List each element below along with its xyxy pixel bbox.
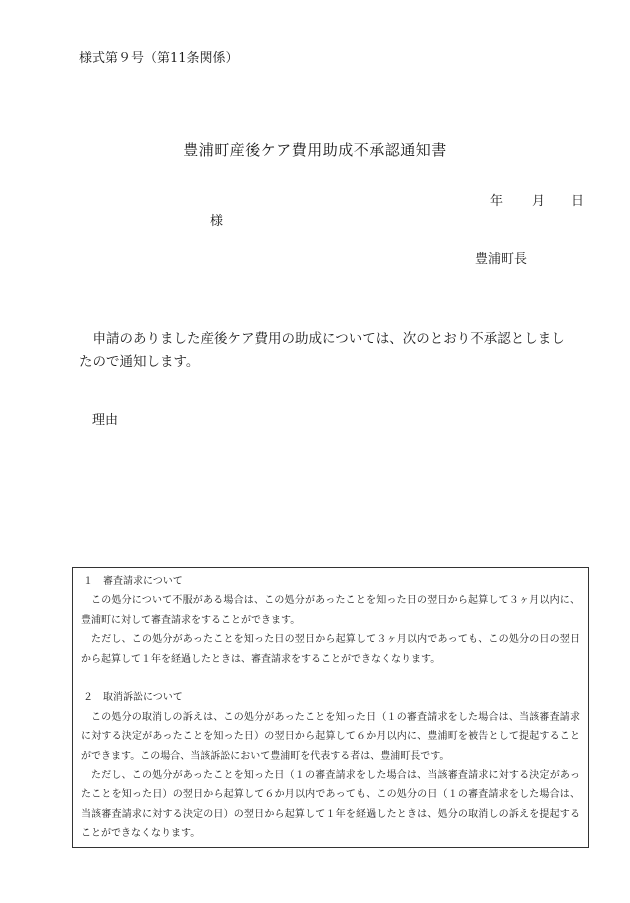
section-spacer bbox=[81, 669, 580, 688]
issuer-name: 豊浦町長 bbox=[475, 252, 528, 267]
date-year-label: 年 bbox=[490, 194, 504, 209]
document-title: 豊浦町産後ケア費用助成不承認通知書 bbox=[183, 141, 447, 159]
section2-heading: ２ 取消訴訟について bbox=[83, 692, 183, 704]
section1-paragraph-2: ただし、この処分があったことを知った日の翌日から起算して３ヶ月以内であっても、この処分の日の翌日から起算して１年を経過したときは、審査請求をすることができなくなります。 bbox=[81, 634, 580, 665]
body-paragraph: 申請のありました産後ケア費用の助成については、次のとおり不承認としましたので通知します。 bbox=[79, 331, 565, 370]
addressee-suffix: 様 bbox=[210, 214, 224, 229]
section2-paragraph-2: ただし、この処分があったことを知った日（１の審査請求をした場合は、当該審査請求に対する決定があったことを知った日）の翌日から起算して６か月以内であっても、この処分の日（１の審査請求をした場合は、当該審査請求に対する決定の日）の翌日から起算して１年を経過したときは、処分の取消しの訴えを提起することができなくなります。 bbox=[81, 770, 580, 840]
form-number: 様式第９号（第11条関係） bbox=[79, 51, 239, 66]
appeal-notice-box bbox=[72, 567, 589, 848]
reason-label: 理由 bbox=[92, 413, 119, 428]
section2-paragraph-1: この処分の取消しの訴えは、この処分があったことを知った日（１の審査請求をした場合は、当該審査請求に対する決定があったことを知った日）の翌日から起算して６か月以内に、豊浦町を被告として提起することができます。この場合、当該訴訟において豊浦町を代表する者は、豊浦町長です。 bbox=[81, 711, 580, 762]
date-month-label: 月 bbox=[532, 194, 546, 209]
section1-paragraph-1: この処分について不服がある場合は、この処分があったことを知った日の翌日から起算して３ヶ月以内に、豊浦町に対して審査請求をすることができます。 bbox=[81, 595, 580, 626]
section1-heading: １ 審査請求について bbox=[83, 576, 183, 587]
date-day-label: 日 bbox=[571, 194, 585, 209]
